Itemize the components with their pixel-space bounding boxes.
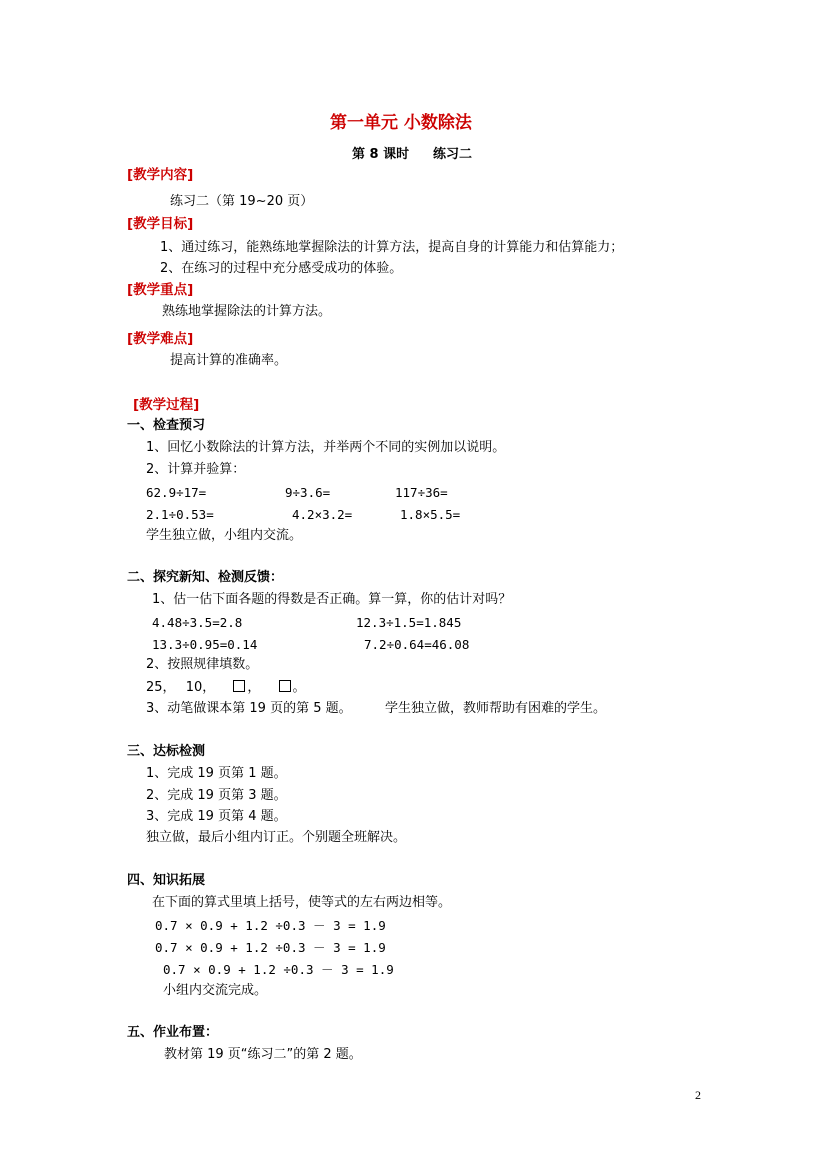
tag-goals: [教学目标] [127,216,194,232]
s3-item-1: 1、完成 19 页第 1 题。 [146,766,287,781]
s1-calc-4: 2.1÷0.53= [146,507,214,522]
s1-item-2: 2、计算并验算： [146,462,246,477]
lesson-number: 第 8 课时 [352,147,410,162]
s1-heading: 一、检查预习 [127,418,206,433]
s3-note: 独立做，最后小组内订正。个别题全班解决。 [146,830,407,845]
key-text: 熟练地掌握除法的计算方法。 [162,304,332,319]
seq-value-2: 10， [185,680,216,695]
s2-est-4: 7.2÷0.64=46.08 [364,637,470,652]
tag-key: [教学重点] [127,282,194,298]
s1-note: 学生独立做，小组内交流。 [146,528,303,543]
s5-heading: 五、作业布置： [127,1025,219,1040]
blank-box-2[interactable] [279,680,291,692]
s5-text: 教材第 19 页“练习二”的第 2 题。 [164,1047,362,1062]
page-title: 第一单元 小数除法 [330,113,472,133]
s4-note: 小组内交流完成。 [163,983,268,998]
s2-sequence [146,680,306,696]
s4-intro: 在下面的算式里填上括号，使等式的左右两边相等。 [152,895,452,910]
s2-item-3-note: 学生独立做，教师帮助有困难的学生。 [385,701,607,716]
s4-equation-2: 0.7 × 0.9 + 1.2 ÷0.3 － 3 = 1.9 [155,940,386,955]
page-number: 2 [695,1088,701,1102]
tag-difficulty: [教学难点] [127,331,194,347]
s2-est-1: 4.48÷3.5=2.8 [152,615,243,630]
s2-item-1: 1、估一估下面各题的得数是否正确。算一算，你的估计对吗？ [152,592,512,607]
s1-calc-1: 62.9÷17= [146,485,207,500]
content-text: 练习二（第 19~20 页） [170,194,314,209]
tag-content: [教学内容] [127,167,194,183]
s4-equation-1: 0.7 × 0.9 + 1.2 ÷0.3 － 3 = 1.9 [155,918,386,933]
s1-calc-5: 4.2×3.2= [292,507,353,522]
s2-heading: 二、探究新知、检测反馈： [127,570,284,585]
blank-box-1[interactable] [233,680,245,692]
seq-value-1: 25， [146,680,176,695]
s2-item-3: 3、动笔做课本第 19 页的第 5 题。 [146,701,352,716]
goal-item-2: 2、在练习的过程中充分感受成功的体验。 [160,261,403,276]
seq-sep: ， [247,680,261,695]
s1-calc-2: 9÷3.6= [285,485,331,500]
s3-heading: 三、达标检测 [127,744,206,759]
lesson-name: 练习二 [433,147,473,162]
s2-est-2: 12.3÷1.5=1.845 [356,615,462,630]
s2-item-2: 2、按照规律填数。 [146,657,259,672]
s3-item-3: 3、完成 19 页第 4 题。 [146,809,287,824]
s1-item-1: 1、回忆小数除法的计算方法，并举两个不同的实例加以说明。 [146,440,506,455]
difficulty-text: 提高计算的准确率。 [170,353,288,368]
s4-equation-3: 0.7 × 0.9 + 1.2 ÷0.3 － 3 = 1.9 [163,962,394,977]
s4-heading: 四、知识拓展 [127,873,206,888]
seq-end: 。 [292,680,306,695]
s2-est-3: 13.3÷0.95=0.14 [152,637,258,652]
s3-item-2: 2、完成 19 页第 3 题。 [146,788,287,803]
s1-calc-3: 117÷36= [395,485,448,500]
tag-process: [教学过程] [133,397,200,413]
goal-item-1: 1、通过练习，能熟练地掌握除法的计算方法，提高自身的计算能力和估算能力； [160,240,624,255]
s1-calc-6: 1.8×5.5= [400,507,461,522]
